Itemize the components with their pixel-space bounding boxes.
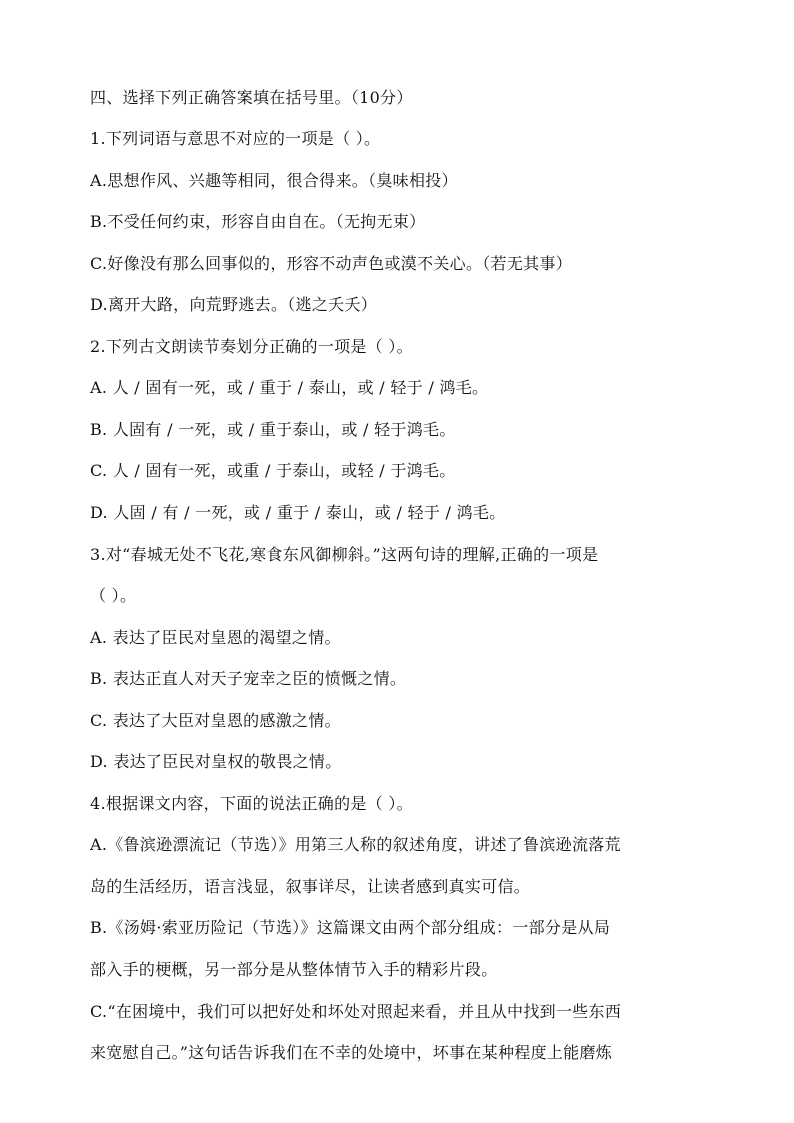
question-3-stem: 3.对“春城无处不飞花,寒食东风御柳斜。”这两句诗的理解,正确的一项是 (90, 545, 599, 564)
question-4-stem: 4.根据课文内容，下面的说法正确的是（ ）。 (90, 794, 413, 813)
question-3-stem-cont: （ ）。 (90, 586, 137, 605)
question-2-option-a: A. 人 / 固有一死，或 / 重于 / 泰山，或 / 轻于 / 鸿毛。 (90, 378, 489, 397)
question-4-option-c-cont: 来宽慰自己。”这句话告诉我们在不幸的处境中，坏事在某种程度上能磨炼 (90, 1043, 613, 1062)
question-1-option-a: A.思想作风、兴趣等相同，很合得来。（臭味相投） (90, 171, 458, 190)
section-heading: 四、选择下列正确答案填在括号里。（10分） (90, 88, 413, 107)
question-3-option-c: C. 表达了大臣对皇恩的感激之情。 (90, 711, 341, 730)
question-3-option-a: A. 表达了臣民对皇恩的渴望之情。 (90, 628, 341, 647)
question-1-option-c: C.好像没有那么回事似的，形容不动声色或漠不关心。（若无其事） (90, 254, 573, 273)
question-3-option-b: B. 表达正直人对天子宠幸之臣的愤慨之情。 (90, 669, 407, 688)
question-4-option-a-cont: 岛的生活经历，语言浅显，叙事详尽，让读者感到真实可信。 (90, 877, 531, 896)
question-2-stem: 2.下列古文朗读节奏划分正确的一项是（ ）。 (90, 337, 413, 356)
question-2-option-c: C. 人 / 固有一死，或重 / 于泰山，或轻 / 于鸿毛。 (90, 461, 456, 480)
question-4-option-b: B.《汤姆·索亚历险记（节选）》这篇课文由两个部分组成：一部分是从局 (90, 918, 611, 937)
question-1-option-d: D.离开大路，向荒野逃去。（逃之夭夭） (90, 295, 378, 314)
question-2-option-d: D. 人固 / 有 / 一死，或 / 重于 / 泰山，或 / 轻于 / 鸿毛。 (90, 503, 506, 522)
question-3-option-d: D. 表达了臣民对皇权的敬畏之情。 (90, 752, 342, 771)
question-1-option-b: B.不受任何约束，形容自由自在。（无拘无束） (90, 212, 426, 231)
question-4-option-c: C.“在困境中，我们可以把好处和坏处对照起来看，并且从中找到一些东西 (90, 1002, 622, 1021)
question-4-option-a: A.《鲁滨逊漂流记（节选）》用第三人称的叙述角度，讲述了鲁滨逊流落荒 (90, 835, 621, 854)
question-4-option-b-cont: 部入手的梗概，另一部分是从整体情节入手的精彩片段。 (90, 960, 498, 979)
question-1-stem: 1.下列词语与意思不对应的一项是（ ）。 (90, 129, 381, 148)
question-2-option-b: B. 人固有 / 一死，或 / 重于泰山，或 / 轻于鸿毛。 (90, 420, 456, 439)
